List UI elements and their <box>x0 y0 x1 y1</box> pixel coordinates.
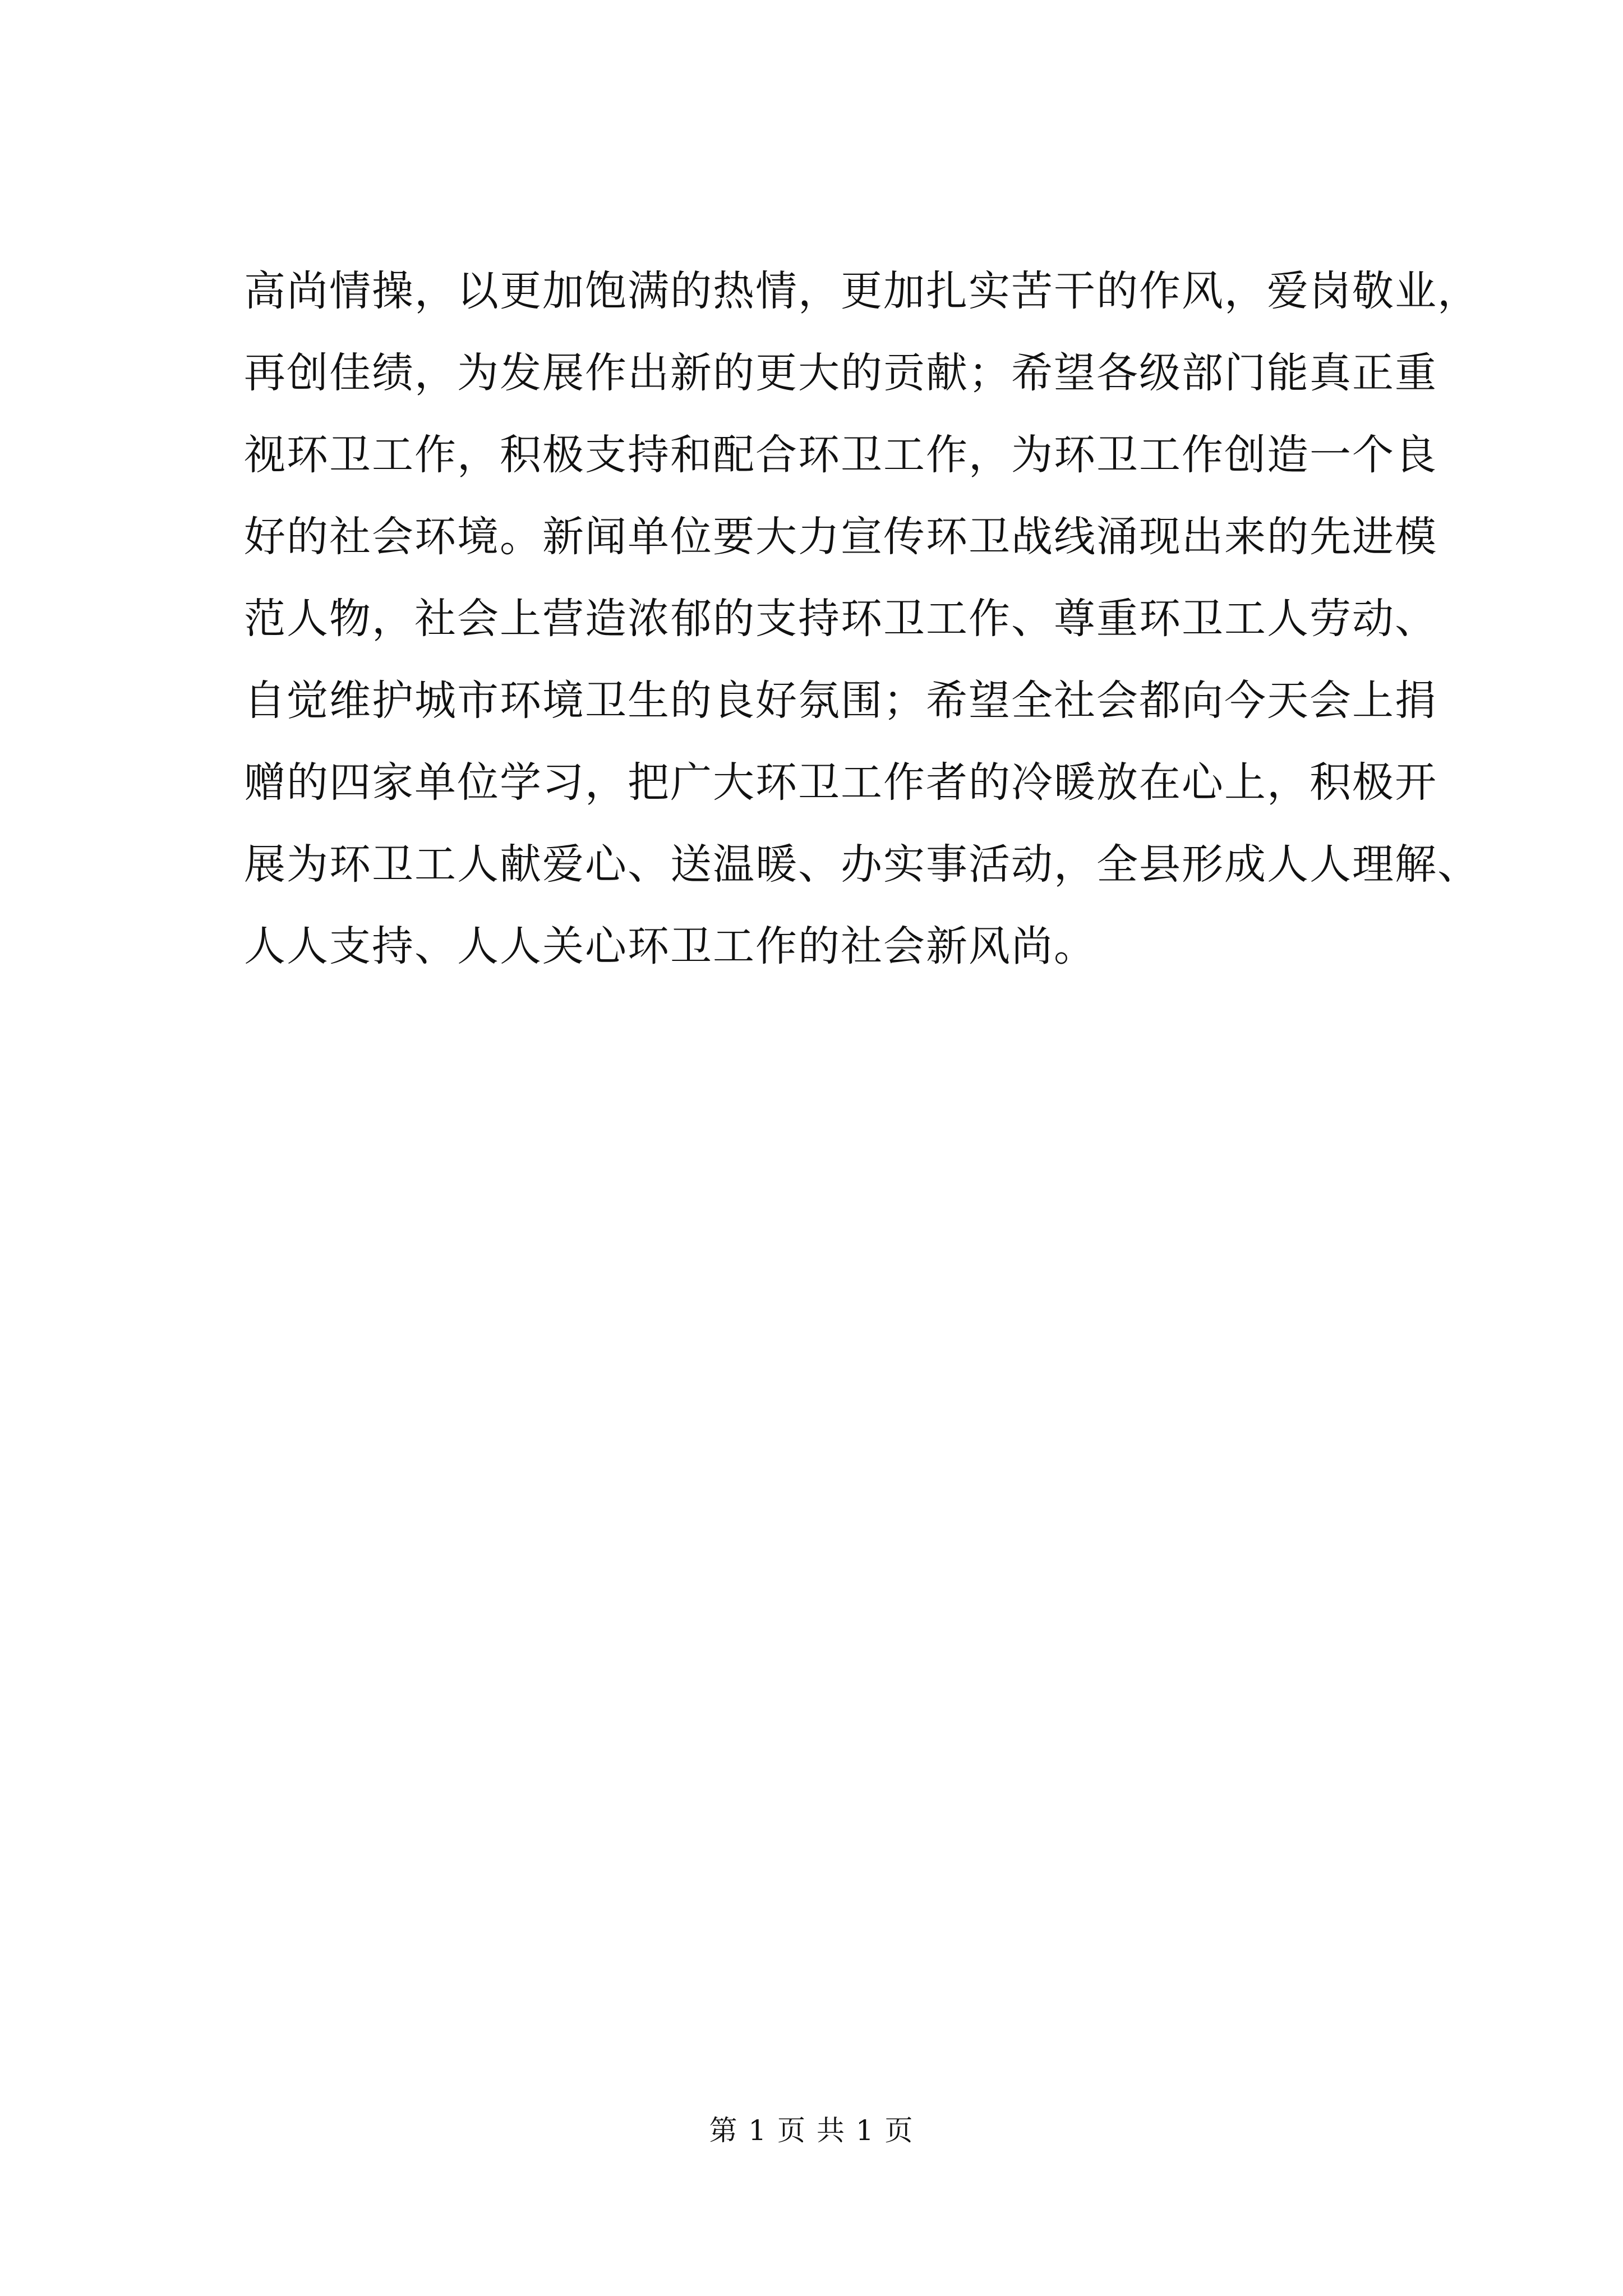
page-number-footer: 第 1 页 共 1 页 <box>709 2114 914 2147</box>
paragraph-line: 再创佳绩，为发展作出新的更大的贡献；希望各级部门能真正重 <box>244 349 1437 397</box>
paragraph-line: 范人物，社会上营造浓郁的支持环卫工作、尊重环卫工人劳动、 <box>244 595 1437 643</box>
paragraph-line: 高尚情操，以更加饱满的热情，更加扎实苦干的作风，爱岗敬业， <box>244 267 1480 315</box>
paragraph-line: 好的社会环境。新闻单位要大力宣传环卫战线涌现出来的先进模 <box>244 513 1437 561</box>
paragraph-line: 人人支持、人人关心环卫工作的社会新风尚。 <box>244 922 1096 970</box>
body-paragraph <box>244 250 1480 987</box>
paragraph-line: 视环卫工作，积极支持和配合环卫工作，为环卫工作创造一个良 <box>244 431 1437 479</box>
paragraph-line: 展为环卫工人献爱心、送温暖、办实事活动，全县形成人人理解、 <box>244 840 1480 889</box>
paragraph-line: 赠的四家单位学习，把广大环卫工作者的冷暖放在心上，积极开 <box>244 758 1437 807</box>
paragraph-line: 自觉维护城市环境卫生的良好氛围；希望全社会都向今天会上捐 <box>244 677 1437 725</box>
